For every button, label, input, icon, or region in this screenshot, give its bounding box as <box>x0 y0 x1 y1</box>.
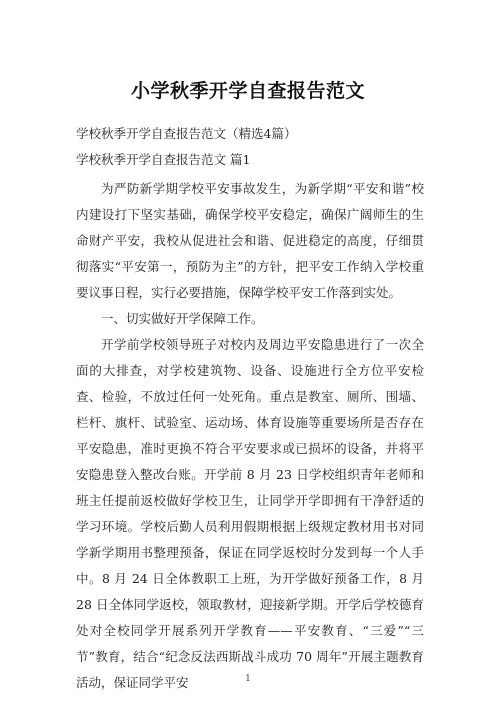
body-paragraph: 为严防新学期学校平安事故发生，为新学期“平安和谐”校内建设打下坚实基础，确保学校平安稳定，确保广阔师生的生命财产平安，我校从促进社会和谐、促进稳定的高度，仔细贯彻落实“平安第一，预防为主”的方针，把平安工作纳入学校重要议事日程，实行必要措施，保障学校平安工作落到实处。 <box>76 181 424 300</box>
section-heading: 学校秋季开学自查报告范文 篇1 <box>76 152 251 167</box>
page-number: 1 <box>245 674 251 684</box>
body-heading: 一、切实做好开学保障工作。 <box>101 311 264 326</box>
document-body <box>76 176 424 696</box>
body-paragraph: 开学前学校领导班子对校内及周边平安隐患进行了一次全面的大排查，对学校建筑物、设备、设施进行全方位平安检查、检验，不放过任何一处死角。重点是教室、厕所、围墙、栏杆、旗杆、试验室、运动场、体育设施等重要场所是否存在平安隐患，准时更换不符合平安要求或已损坏的设备，并将平安隐患登入整改台账。开学前 8 月 23 日学校组织青年老师和班主任提前返校做好学校卫生，让同学开学即拥有干净舒适的学习环境。学校后勤人员利用假期根据上级规定教材用书对同学新学期用书整理预备，保证在同学返校时分发到每一个人手中。8 月 24 日全体教职工上班，为开学做好预备工作，8 月 28 日全体同学返校，领取教材，迎接新学期。开学后学校德育处对全校同学开展系列开学教育——平安教育、“三爱”“三节”教育，结合“纪念反法西斯战斗成功 70 周年”开展主题教育活动，保证同学平安 <box>76 337 424 690</box>
document-subtitle: 学校秋季开学自查报告范文（精选4篇） <box>76 126 297 141</box>
document-title: 小学秋季开学自查报告范文 <box>130 80 365 102</box>
